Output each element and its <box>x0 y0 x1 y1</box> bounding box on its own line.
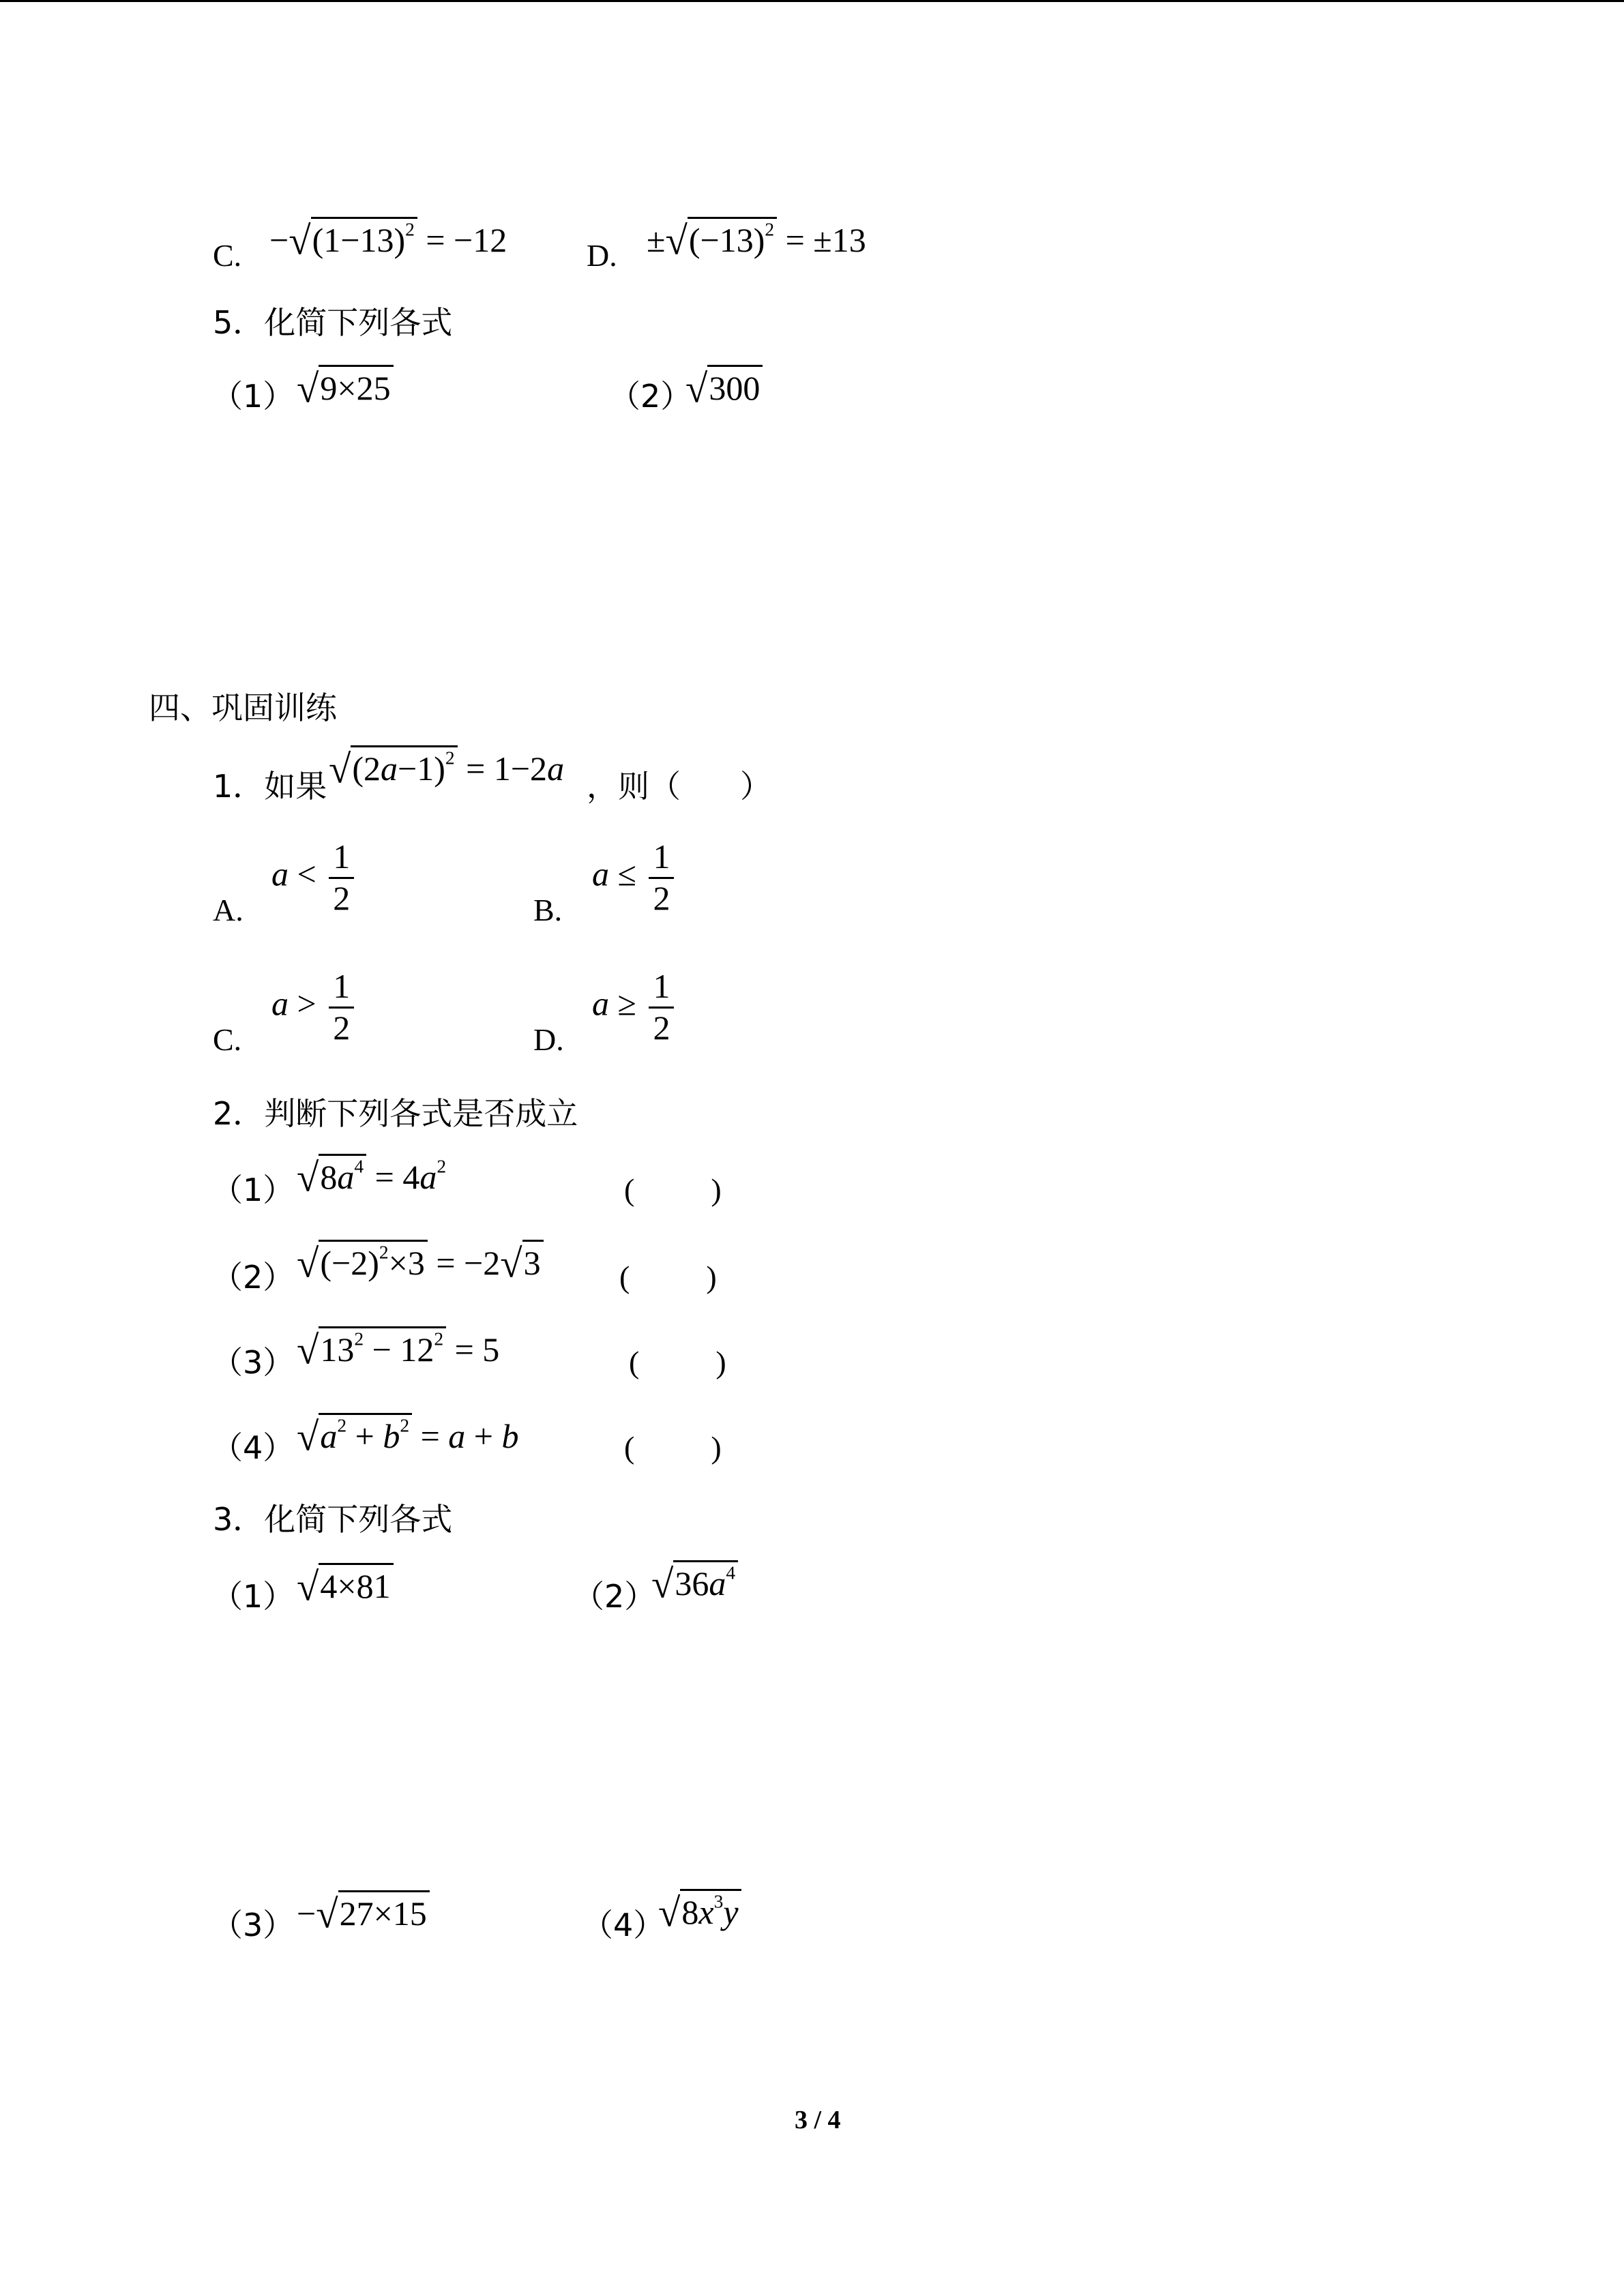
s4-q3-item1-label: （1） <box>211 1578 295 1615</box>
s4-q1-option-a-label: A. <box>213 893 243 927</box>
s4-q2-item4-formula: $√a^2 + b^2 = a + b$ <box>297 1414 519 1459</box>
s4-q3-item3-label: （3） <box>211 1907 295 1943</box>
s4-q1-prefix: 1．如果 <box>213 768 327 805</box>
q5-item2-formula: √300 <box>685 365 763 406</box>
option-d-formula: $\pm√(-13)^2 = \pm 13$ <box>647 218 866 263</box>
s4-q1-option-c-formula: a > $\frac{1}{2}$ <box>271 967 354 1047</box>
s4-q3-item2-formula: $√36a^4$ <box>651 1560 738 1602</box>
page-number: 3 / 4 <box>795 2106 841 2134</box>
q5-item1-formula: √9×25 <box>297 365 394 406</box>
s4-q3-title: 3．化简下列各式 <box>213 1501 453 1538</box>
s4-q2-item3-formula: $√13^2 - 12^2 = 5$ <box>297 1327 500 1373</box>
q5-title: 5．化简下列各式 <box>213 304 453 341</box>
s4-q3-item1-formula: √4×81 <box>297 1563 394 1605</box>
s4-q2-item4-label: （4） <box>211 1429 295 1466</box>
s4-q2-item3-answer-blank: ( ) <box>629 1345 728 1380</box>
q5-item1-label: （1） <box>211 378 295 415</box>
s4-q2-item2-formula: $√(-2)^2\times 3 = -2√3$ <box>297 1240 544 1281</box>
section4-title: 四、巩固训练 <box>149 689 337 726</box>
option-c-formula: $-√(1-13)^2 = -12$ <box>269 218 507 263</box>
s4-q3-item3-formula: −√27×15 <box>297 1890 430 1932</box>
option-c-label: C. <box>213 238 242 273</box>
s4-q1-blank-close: ） <box>740 768 771 805</box>
s4-q1-option-b-formula: a ≤ $\frac{1}{2}$ <box>592 837 674 918</box>
s4-q1-option-c-label: C. <box>213 1022 242 1057</box>
s4-q2-item1-answer-blank: ( ) <box>624 1172 723 1207</box>
s4-q1-formula: $√(2a-1)^2 = 1-2a$ <box>329 746 565 792</box>
s4-q2-item2-label: （2） <box>211 1259 295 1296</box>
s4-q1-suffix: ，则（ <box>587 768 681 805</box>
s4-q1-option-b-label: B. <box>533 893 563 927</box>
q5-item2-label: （2） <box>609 378 692 415</box>
page-top-border <box>0 0 1624 5</box>
s4-q2-item4-answer-blank: ( ) <box>624 1430 723 1465</box>
s4-q3-item2-label: （2） <box>573 1578 656 1615</box>
s4-q1-option-a-formula: a < $\frac{1}{2}$ <box>271 837 354 918</box>
s4-q3-item4-label: （4） <box>582 1907 665 1943</box>
s4-q3-item4-formula: $√8x^3y$ <box>658 1889 741 1930</box>
s4-q2-item2-answer-blank: ( ) <box>619 1259 718 1294</box>
s4-q1-option-d-formula: a ≥ $\frac{1}{2}$ <box>592 967 674 1047</box>
s4-q1-option-d-label: D. <box>533 1022 564 1057</box>
s4-q2-item1-formula: $√8a^4 = 4a^2$ <box>297 1154 447 1200</box>
s4-q2-title: 2．判断下列各式是否成立 <box>213 1095 578 1132</box>
s4-q2-item3-label: （3） <box>211 1344 295 1381</box>
s4-q2-item1-label: （1） <box>211 1172 295 1208</box>
option-d-label: D. <box>587 238 617 273</box>
